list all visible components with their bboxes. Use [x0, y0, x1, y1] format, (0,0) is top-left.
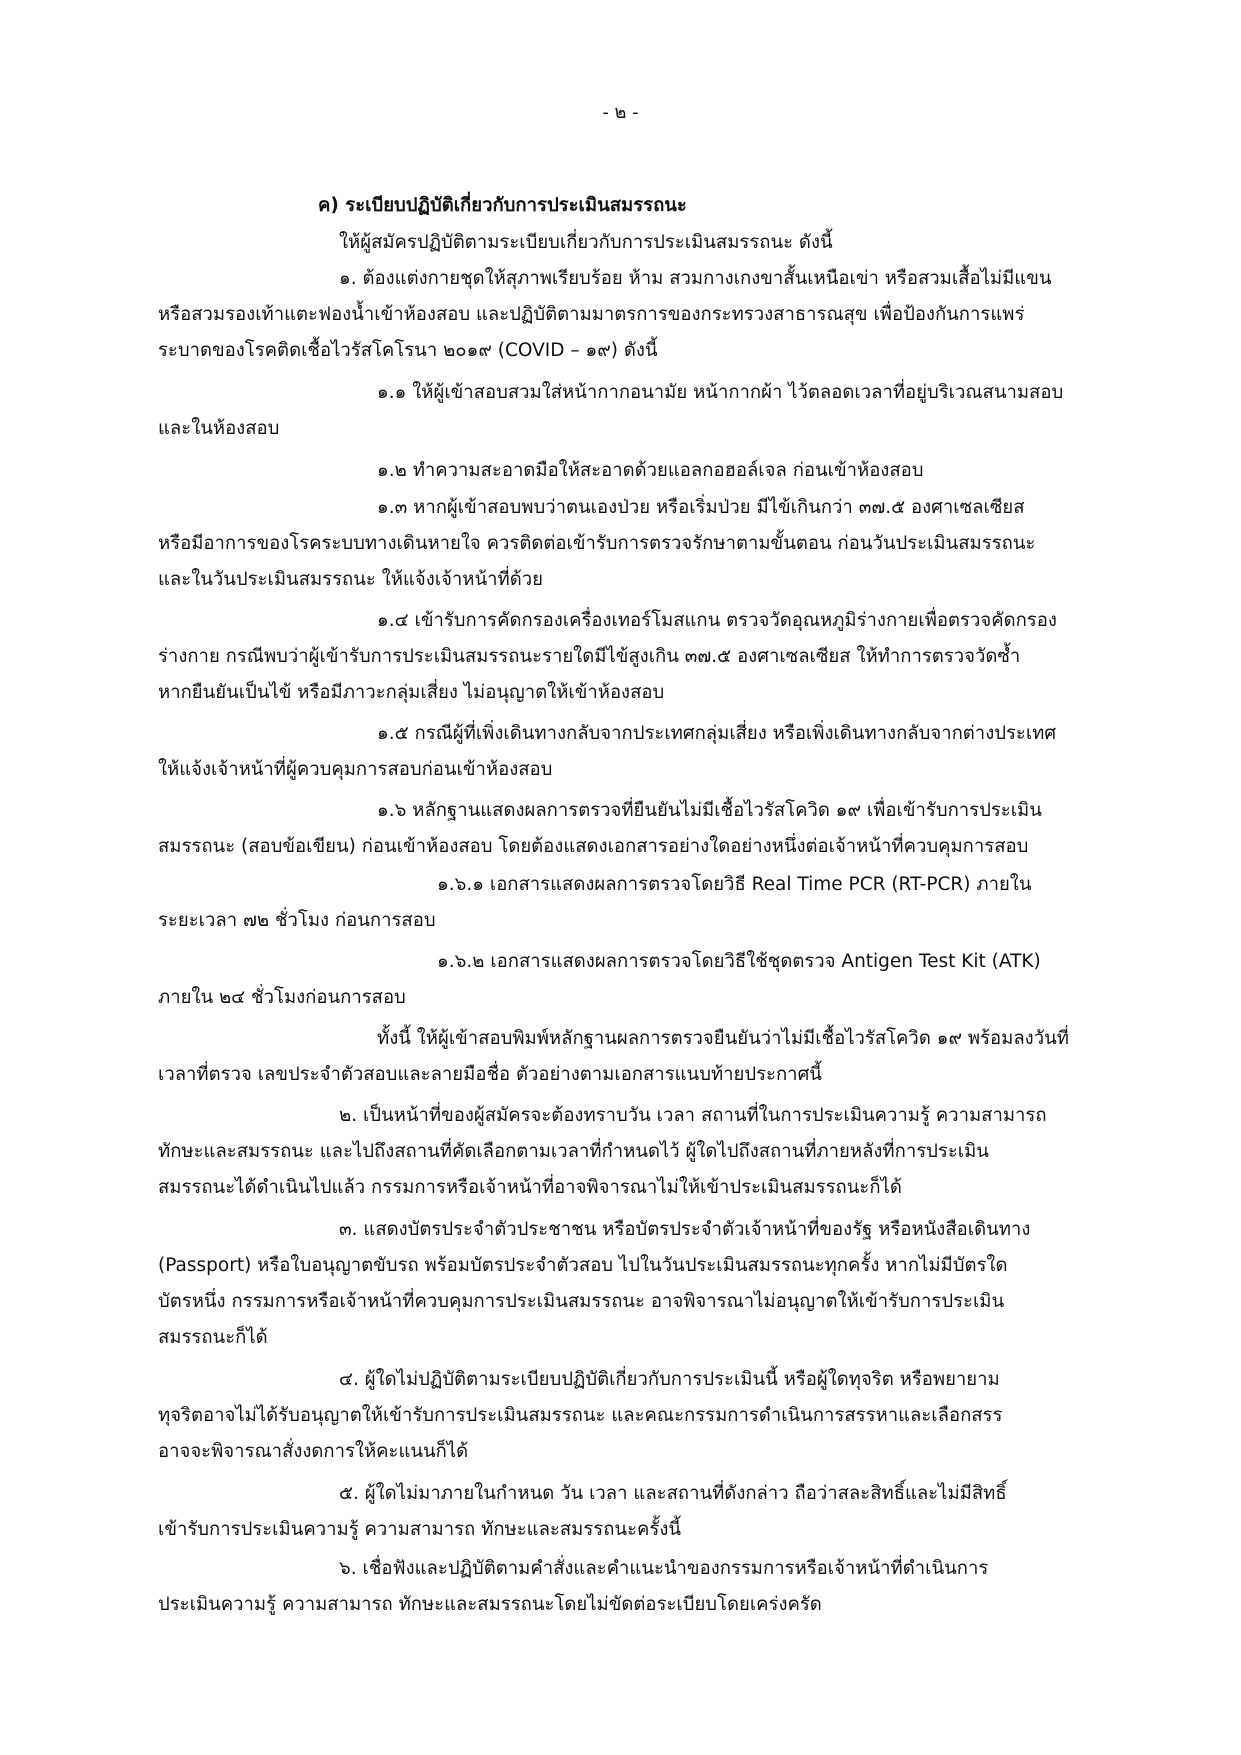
text-line: หรือมีอาการของโรคระบบทางเดินหายใจ ควรติดต่อเข้ารับการตรวจรักษาตามขั้นตอน ก่อนวันประเมินสมรรถนะ: [158, 533, 1036, 554]
text-line: ๒. เป็นหน้าที่ของผู้สมัครจะต้องทราบวัน เวลา สถานที่ในการประเมินความรู้ ความสามารถ: [339, 1105, 1047, 1126]
text-line: ภายใน ๒๔ ชั่วโมงก่อนการสอบ: [158, 987, 406, 1008]
text-line: ๑.๖ หลักฐานแสดงผลการตรวจที่ยืนยันไม่มีเชื้อไวรัสโควิด ๑๙ เพื่อเข้ารับการประเมิน: [377, 800, 1042, 821]
text-line: สมรรถนะ (สอบข้อเขียน) ก่อนเข้าห้องสอบ โดยต้องแสดงเอกสารอย่างใดอย่างหนึ่งต่อเจ้าหน้าที่ควบคุมการสอบ: [158, 836, 1029, 857]
text-line: หรือสวมรองเท้าแตะฟองน้ำเข้าห้องสอบ และปฏิบัติตามมาตรการของกระทรวงสาธารณสุข เพื่อป้องกันการแพร่: [158, 304, 1025, 325]
text-line: ระบาดของโรคติดเชื้อไวรัสโคโรนา ๒๐๑๙ (COVID – ๑๙) ดังนี้: [158, 340, 658, 361]
text-line: ๓. แสดงบัตรประจำตัวประชาชน หรือบัตรประจำตัวเจ้าหน้าที่ของรัฐ หรือหนังสือเดินทาง: [339, 1219, 1031, 1240]
text-line: ๑.๕ กรณีผู้ที่เพิ่งเดินทางกลับจากประเทศกลุ่มเสี่ยง หรือเพิ่งเดินทางกลับจากต่างประเทศ: [377, 723, 1057, 744]
text-line: ๔. ผู้ใดไม่ปฏิบัติตามระเบียบปฏิบัติเกี่ยวกับการประเมินนี้ หรือผู้ใดทุจริต หรือพยายาม: [339, 1369, 1000, 1390]
text-line: ๑.๓ หากผู้เข้าสอบพบว่าตนเองป่วย หรือเริ่มป่วย มีไข้เกินกว่า ๓๗.๕ องศาเซลเซียส: [377, 497, 1025, 518]
page-number: - ๒ -: [602, 102, 639, 123]
text-line: ๑.๖.๑ เอกสารแสดงผลการตรวจโดยวิธี Real Time PCR (RT-PCR) ภายใน: [437, 874, 1032, 895]
text-line: หากยืนยันเป็นไข้ หรือมีภาวะกลุ่มเสี่ยง ไม่อนุญาตให้เข้าห้องสอบ: [158, 682, 665, 703]
intro-paragraph: ให้ผู้สมัครปฏิบัติตามระเบียบเกี่ยวกับการประเมินสมรรถนะ ดังนี้: [339, 232, 833, 253]
section-heading: ค) ระเบียบปฏิบัติเกี่ยวกับการประเมินสมรรถนะ: [318, 195, 687, 216]
text-line: บัตรหนึ่ง กรรมการหรือเจ้าหน้าที่ควบคุมการประเมินสมรรถนะ อาจพิจารณาไม่อนุญาตให้เข้ารับการประเมิน: [158, 1291, 1005, 1312]
text-line: ๑.๑ ให้ผู้เข้าสอบสวมใส่หน้ากากอนามัย หน้ากากผ้า ไว้ตลอดเวลาที่อยู่บริเวณสนามสอบ: [377, 382, 1064, 403]
text-line: สมรรถนะได้ดำเนินไปแล้ว กรรมการหรือเจ้าหน้าที่อาจพิจารณาไม่ให้เข้าประเมินสมรรถนะก็ได้: [158, 1177, 902, 1198]
text-line: ระยะเวลา ๗๒ ชั่วโมง ก่อนการสอบ: [158, 910, 436, 931]
text-line: เข้ารับการประเมินความรู้ ความสามารถ ทักษะและสมรรถนะครั้งนี้: [158, 1519, 681, 1540]
text-line: ๖. เชื่อฟังและปฏิบัติตามคำสั่งและคำแนะนำของกรรมการหรือเจ้าหน้าที่ดำเนินการ: [339, 1558, 989, 1579]
text-line: ๑.๒ ทำความสะอาดมือให้สะอาดด้วยแอลกอฮอล์เจล ก่อนเข้าห้องสอบ: [377, 460, 924, 481]
text-line: ๑.๖.๒ เอกสารแสดงผลการตรวจโดยวิธีใช้ชุดตรวจ Antigen Test Kit (ATK): [437, 951, 1041, 972]
text-line: และในวันประเมินสมรรถนะ ให้แจ้งเจ้าหน้าที่ด้วย: [158, 569, 543, 590]
text-line: ๑.๔ เข้ารับการคัดกรองเครื่องเทอร์โมสแกน ตรวจวัดอุณหภูมิร่างกายเพื่อตรวจคัดกรอง: [377, 610, 1057, 631]
text-line: (Passport) หรือใบอนุญาตขับรถ พร้อมบัตรประจำตัวสอบ ไปในวันประเมินสมรรถนะทุกครั้ง หากไม่มีบัตรใด: [158, 1255, 1008, 1276]
text-line: ทั้งนี้ ให้ผู้เข้าสอบพิมพ์หลักฐานผลการตรวจยืนยันว่าไม่มีเชื้อไวรัสโควิด ๑๙ พร้อมลงวันที่: [377, 1028, 1069, 1049]
text-line: อาจจะพิจารณาสั่งงดการให้คะแนนก็ได้: [158, 1441, 469, 1462]
text-line: เวลาที่ตรวจ เลขประจำตัวสอบและลายมือชื่อ ตัวอย่างตามเอกสารแนบท้ายประกาศนี้: [158, 1064, 822, 1085]
text-line: ๑. ต้องแต่งกายชุดให้สุภาพเรียบร้อย ห้าม สวมกางเกงขาสั้นเหนือเข่า หรือสวมเสื้อไม่มีแขน: [339, 268, 1052, 289]
text-line: ทุจริตอาจไม่ได้รับอนุญาตให้เข้ารับการประเมินสมรรถนะ และคณะกรรมการดำเนินการสรรหาและเลือกสรร: [158, 1405, 1003, 1426]
text-line: ทักษะและสมรรถนะ และไปถึงสถานที่คัดเลือกตามเวลาที่กำหนดไว้ ผู้ใดไปถึงสถานที่ภายหลังที่การประเมิน: [158, 1141, 989, 1162]
text-line: ร่างกาย กรณีพบว่าผู้เข้ารับการประเมินสมรรถนะรายใดมีไข้สูงเกิน ๓๗.๕ องศาเซลเซียส ให้ทำการตรวจวัดซ้ำ: [158, 646, 1021, 667]
text-line: ให้แจ้งเจ้าหน้าที่ผู้ควบคุมการสอบก่อนเข้าห้องสอบ: [158, 759, 553, 780]
text-line: สมรรถนะก็ได้: [158, 1327, 268, 1348]
text-line: และในห้องสอบ: [158, 418, 280, 439]
text-line: ประเมินความรู้ ความสามารถ ทักษะและสมรรถนะโดยไม่ขัดต่อระเบียบโดยเคร่งครัด: [158, 1594, 822, 1615]
text-line: ๕. ผู้ใดไม่มาภายในกำหนด วัน เวลา และสถานที่ดังกล่าว ถือว่าสละสิทธิ์และไม่มีสิทธิ์: [339, 1483, 1007, 1504]
